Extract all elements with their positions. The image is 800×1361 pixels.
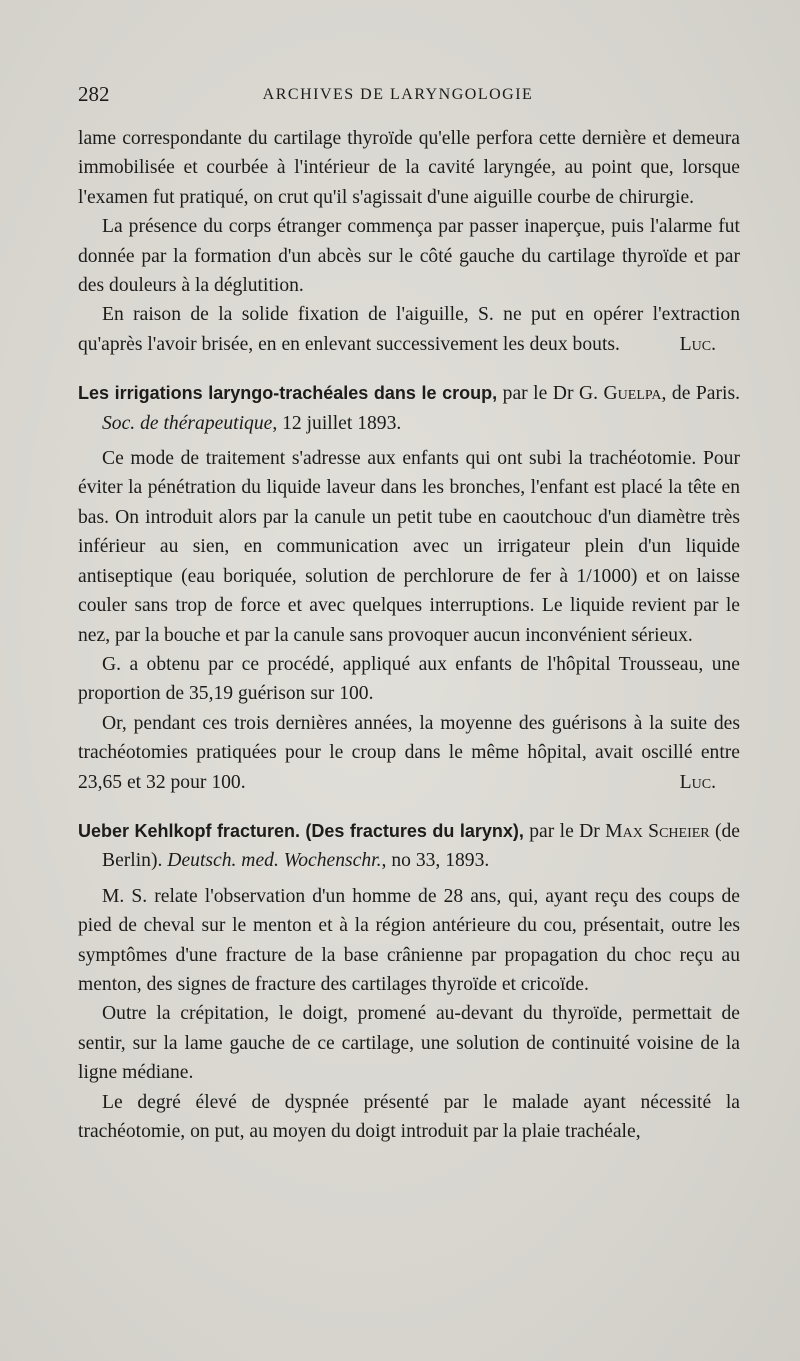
publication-date: , no 33, 1893. [381,850,490,872]
signature: Luc. [679,771,716,793]
publication-date: , 12 juillet 1893. [272,412,402,434]
paragraph: lame correspondante du cartilage thyroïde qu'elle perfora cette dernière et demeura immobilisée et courbée à l'intérieur de la cavité laryngée, au point que, lorsque l'examen fut pratiqué, on crut qu'il s'agissait d'une aiguille courbe de chirurgie. [78,128,740,208]
paragraph: M. S. relate l'observation d'un homme de 28 ans, qui, ayant reçu des coups de pied de cheval sur le menton et à la région antérieure du cou, présentait, outre les symptômes d'une fracture de la base crânienne par propagation du choc reçu au menton, des signes de fracture des cartilages thyroïde et cricoïde. [78,885,740,995]
page-body [78,124,740,1146]
author-location: (de Berlin). [102,820,741,872]
paragraph: Outre la crépitation, le doigt, promené au-devant du thyroïde, permettait de sentir, sur la lame gauche de ce cartilage, une solution de continuité voisine de la ligne médiane. [78,1003,740,1084]
journal-name: Deutsch. med. Wochenschr. [167,850,382,872]
paragraph: La présence du corps étranger commença par passer inaperçue, puis l'alarme fut donnée par la formation d'un abcès sur le côté gauche du cartilage thyroïde et par des douleurs à la déglutition. [78,216,740,297]
author-location: , de Paris. [661,383,740,405]
byline: par le Dr G. [497,383,604,405]
page-number: 282 [78,82,110,106]
article-heading [78,379,740,438]
journal-name: Soc. de thérapeutique [102,412,273,434]
signature: Luc. [679,333,716,355]
byline: par le Dr [523,820,606,842]
author-name: Max Scheier [605,820,710,842]
running-title: ARCHIVES DE LARYNGOLOGIE [262,86,534,103]
paragraph [78,709,740,797]
article-title: Les irrigations laryngo-trachéales dans le croup, [78,383,498,404]
paragraph: G. a obtenu par ce procédé, appliqué aux enfants de l'hôpital Trousseau, une proportion de 35,19 guérison sur 100. [78,653,740,705]
paragraph [78,300,740,359]
paragraph: Le degré élevé de dyspnée présenté par le malade ayant nécessité la trachéotomie, on put, au moyen du doigt introduit par la plaie trachéale, [78,1091,740,1142]
paragraph: Ce mode de traitement s'adresse aux enfants qui ont subi la trachéotomie. Pour éviter la pénétration du liquide laveur dans les bronches, l'enfant est placé la tête en bas. On introduit alors par la canule un petit tube en caoutchouc d'un diamètre très inférieur au sien, en communication avec un irrigateur plein d'un liquide antiseptique (eau boriquée, solution de perchlorure de fer à 1/1000) et on laisse couler sans trop de force et avec quelques interruptions. Le liquide revient par le nez, par la bouche et par la canule sans provoquer aucun inconvénient sérieux. [78,448,740,646]
article-heading [78,817,740,876]
page-header [78,82,758,112]
paragraph-text: Or, pendant ces trois dernières années, la moyenne des guérisons à la suite des trachéotomies pratiquées pour le croup dans le même hôpital, avait oscillé entre 23,65 et 32 pour 100. [78,712,740,793]
author-name: Guelpa [603,383,662,405]
article-title: Ueber Kehlkopf fracturen. (Des fractures du larynx), [78,820,524,841]
paragraph-text: En raison de la solide fixation de l'aiguille, S. ne put en opérer l'extraction qu'après l'avoir brisée, en en enlevant successivement les deux bouts. [78,304,740,355]
